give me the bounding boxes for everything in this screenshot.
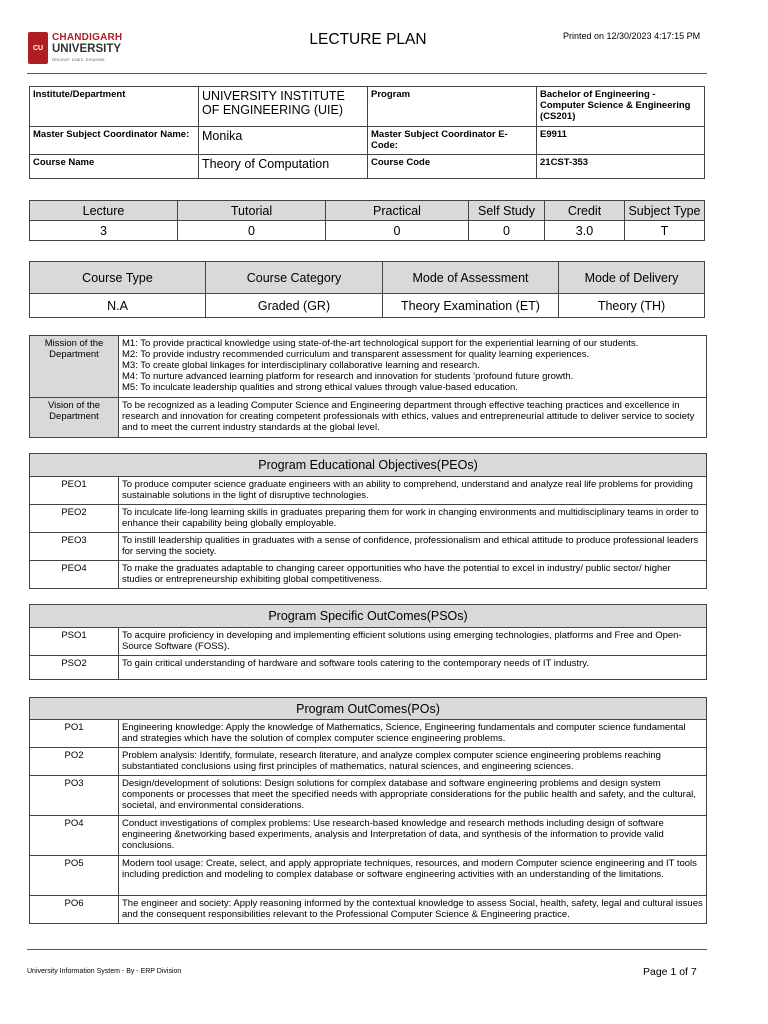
mission-vision-table: [29, 335, 707, 438]
delivery-mode-value: Theory (TH): [559, 294, 705, 318]
course-name-value: Theory of Computation: [199, 155, 368, 179]
course-type-table: [29, 261, 705, 318]
footer-system-name: University Information System - By - ERP Division: [27, 968, 182, 975]
mission-text: [119, 336, 707, 398]
peo-text: To make the graduates adaptable to changing career opportunities who have the potential to excel in industry/ public sector/ higher studies or entrepreneurship exhibiting global competitiveness.: [119, 561, 707, 589]
logo-emblem: CU: [28, 32, 48, 64]
printed-on: Printed on 12/30/2023 4:17:15 PM: [563, 31, 701, 41]
vision-label: Vision of the Department: [30, 398, 119, 438]
assessment-mode-value: Theory Examination (ET): [383, 294, 559, 318]
peo-text: To produce computer science graduate engineers with an ability to comprehend, understand and analyze real life problems for providing sustainable solutions in the light of disruptive technologies.: [119, 477, 707, 505]
course-code-label: Course Code: [368, 155, 537, 179]
po-code: PO4: [30, 816, 119, 856]
credits-value-practical: 0: [326, 221, 469, 241]
credits-header-subject-type: Subject Type: [625, 201, 705, 221]
coordinator-ecode-value: E9911: [537, 127, 705, 155]
coordinator-name-value: Monika: [199, 127, 368, 155]
credits-header-lecture: Lecture: [30, 201, 178, 221]
delivery-mode-header: Mode of Delivery: [559, 262, 705, 294]
mission-label: Mission of the Department: [30, 336, 119, 398]
po-code: PO5: [30, 856, 119, 896]
institute-value: UNIVERSITY INSTITUTE OF ENGINEERING (UIE): [199, 87, 368, 127]
coordinator-ecode-label: Master Subject Coordinator E-Code:: [368, 127, 537, 155]
logo-tagline: Discover. Learn. Empower.: [52, 57, 106, 62]
page-number: Page 1 of 7: [643, 966, 697, 978]
course-category-header: Course Category: [206, 262, 383, 294]
assessment-mode-header: Mode of Assessment: [383, 262, 559, 294]
peo-text: To inculcate life-long learning skills in graduates preparing them for work in changing environments and multidisciplinary teams in order to enhance their capability being globally employable.: [119, 505, 707, 533]
peo-code: PEO1: [30, 477, 119, 505]
institute-label: Institute/Department: [30, 87, 199, 127]
mission-line-m4: M4: To nurture advanced learning platform for research and innovation for students ‘profound future growth.: [122, 371, 574, 382]
pso-text: To acquire proficiency in developing and implementing efficient solutions using emerging technologies, platforms and Free and Open-Source Software (FOSS).: [119, 628, 707, 656]
credits-value-lecture: 3: [30, 221, 178, 241]
mission-line-m5: M5: To inculcate leadership qualities and strong ethical values through value-based education.: [122, 382, 518, 393]
pso-code: PSO2: [30, 656, 119, 680]
logo-line2: UNIVERSITY: [52, 43, 122, 55]
course-code-value: 21CST-353: [537, 155, 705, 179]
po-text: Conduct investigations of complex problems: Use research-based knowledge and research methods including design of software engineering &networking based experiments, analysis and Interpretation of data, and synthesis of the information to provide valid conclusions.: [119, 816, 707, 856]
header-divider: [27, 73, 707, 74]
peo-text: To instill leadership qualities in graduates with a sense of confidence, professionalism and ethical attitude to produce professional leaders for serving the society.: [119, 533, 707, 561]
course-info-table: [29, 86, 705, 179]
pos-table: [29, 697, 707, 924]
mission-line-m3: M3: To create global linkages for interdisciplinary collaborative learning and research.: [122, 360, 480, 371]
credits-header-tutorial: Tutorial: [178, 201, 326, 221]
credits-value-tutorial: 0: [178, 221, 326, 241]
pso-text: To gain critical understanding of hardware and software tools catering to the contemporary needs of IT industry.: [119, 656, 707, 680]
po-code: PO6: [30, 896, 119, 924]
credits-value-self-study: 0: [469, 221, 545, 241]
credits-header-practical: Practical: [326, 201, 469, 221]
credits-value-subject-type: T: [625, 221, 705, 241]
peo-code: PEO3: [30, 533, 119, 561]
peo-code: PEO2: [30, 505, 119, 533]
page-title: LECTURE PLAN: [309, 31, 427, 48]
po-text: Engineering knowledge: Apply the knowledge of Mathematics, Science, Engineering fundamentals and computer science fundamental and strategies which have the solution of complex computer science engineering problems.: [119, 720, 707, 748]
credits-header-self-study: Self Study: [469, 201, 545, 221]
pos-title: Program OutComes(POs): [30, 698, 707, 720]
mission-line-m2: M2: To provide industry recommended curriculum and transparent assessment for quality learning experiences.: [122, 349, 590, 360]
vision-text: To be recognized as a leading Computer Science and Engineering department through effective teaching practices and excellence in research and innovation for creating competent professionals with ethics, values and entrepreneurial attitude to deliver service to society and to meet the current industry standards at the global level.: [119, 398, 707, 438]
course-name-label: Course Name: [30, 155, 199, 179]
peos-table: [29, 453, 707, 589]
course-type-value: N.A: [30, 294, 206, 318]
coordinator-name-label: Master Subject Coordinator Name:: [30, 127, 199, 155]
peos-title: Program Educational Objectives(PEOs): [30, 454, 707, 477]
course-type-header: Course Type: [30, 262, 206, 294]
credits-value-credit: 3.0: [545, 221, 625, 241]
po-text: The engineer and society: Apply reasoning informed by the contextual knowledge to assess Social, health, safety, legal and cultural issues and the consequent responsibilities relevant to the Professional Computer Science & Engineering practice.: [119, 896, 707, 924]
credits-table: [29, 200, 705, 241]
course-category-value: Graded (GR): [206, 294, 383, 318]
po-text: Modern tool usage: Create, select, and apply appropriate techniques, resources, and modern Computer science engineering and IT tools including prediction and modeling to complex database or software engineering activities with an understanding of the limitations.: [119, 856, 707, 896]
mission-line-m1: M1: To provide practical knowledge using state-of-the-art technological support for the experiential learning of our students.: [122, 338, 639, 349]
po-text: Design/development of solutions: Design solutions for complex database and software engineering problems and design system components or processes that meet the specified needs with appropriate considerations for the public health and safety, and the cultural, societal, and environmental considerations.: [119, 776, 707, 816]
credits-header-credit: Credit: [545, 201, 625, 221]
po-code: PO2: [30, 748, 119, 776]
peo-code: PEO4: [30, 561, 119, 589]
pso-code: PSO1: [30, 628, 119, 656]
po-text: Problem analysis: Identify, formulate, research literature, and analyze complex computer science engineering problems reaching substantiated conclusions using first principles of mathematics, natural sciences, and engineering sciences.: [119, 748, 707, 776]
program-label: Program: [368, 87, 537, 127]
po-code: PO1: [30, 720, 119, 748]
psos-title: Program Specific OutComes(PSOs): [30, 605, 707, 628]
psos-table: [29, 604, 707, 680]
logo-line1: CHANDIGARH: [52, 32, 123, 43]
program-value: Bachelor of Engineering - Computer Science & Engineering (CS201): [537, 87, 705, 127]
footer-divider: [27, 949, 707, 950]
po-code: PO3: [30, 776, 119, 816]
